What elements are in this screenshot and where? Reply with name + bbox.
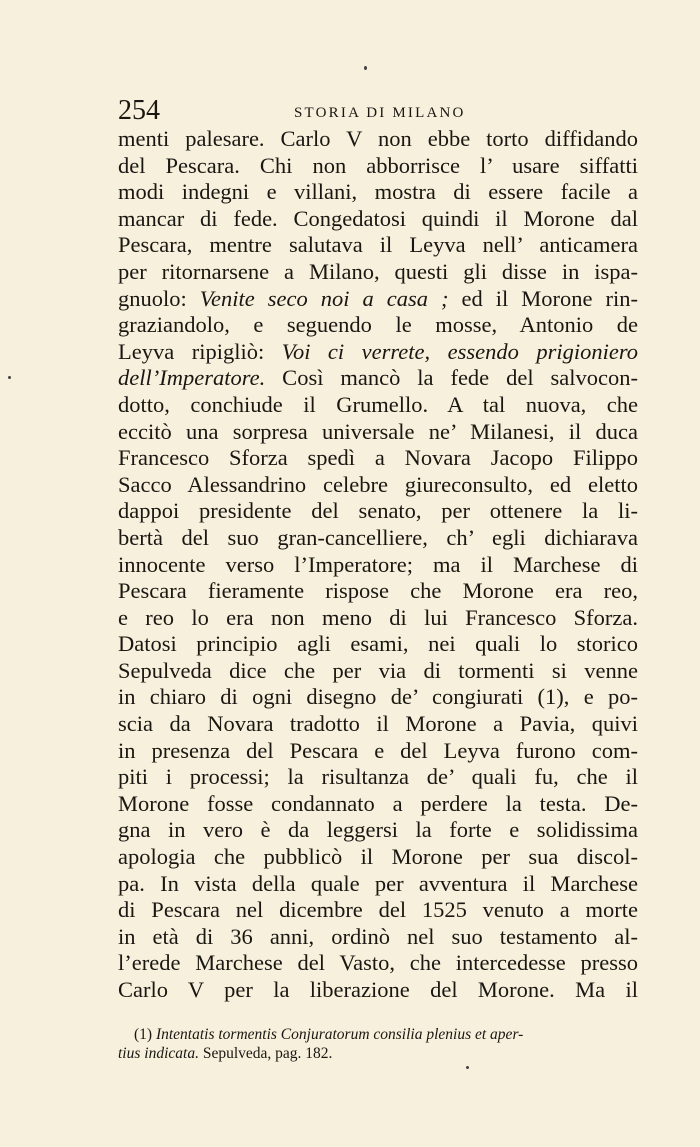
text-line bbox=[118, 445, 638, 472]
footnote bbox=[118, 1025, 638, 1063]
ink-speck bbox=[466, 1066, 469, 1069]
text-run: e reo lo era non meno di lui Francesco Sforza. bbox=[118, 604, 638, 630]
text-line bbox=[118, 126, 638, 153]
text-run: (1) bbox=[134, 1026, 156, 1043]
text-line bbox=[118, 764, 638, 791]
text-run: Francesco Sforza spedì a Novara Jacopo Filippo bbox=[118, 445, 638, 471]
text-run: per ritornarsene a Milano, questi gli disse in ispa- bbox=[118, 258, 638, 284]
text-line bbox=[118, 339, 638, 366]
text-run: mancar di fede. Congedatosi quindi il Morone dal bbox=[118, 205, 638, 231]
text-run: Sepulveda, pag. 182. bbox=[198, 1045, 333, 1062]
text-run: dotto, conchiude il Grumello. A tal nuova, che bbox=[118, 391, 638, 417]
text-run: in presenza del Pescara e del Leyva furono com- bbox=[118, 737, 638, 763]
page-number: 254 bbox=[118, 95, 160, 126]
text-line bbox=[118, 631, 638, 658]
text-run: l’erede Marchese del Vasto, che intercedesse presso bbox=[118, 950, 638, 976]
text-run: eccitò una sorpresa universale ne’ Milanesi, il duca bbox=[118, 418, 638, 444]
page-header bbox=[118, 97, 642, 127]
text-line bbox=[118, 738, 638, 765]
ink-speck bbox=[364, 66, 367, 70]
text-run: Leyva ripigliò: bbox=[118, 338, 282, 364]
text-run: ed il Morone rin- bbox=[448, 285, 638, 311]
text-line bbox=[118, 924, 638, 951]
text-run: Pescara, mentre salutava il Leyva nell’ anticamera bbox=[118, 232, 638, 258]
italic-text: tius indicata. bbox=[118, 1045, 199, 1062]
text-line bbox=[118, 977, 638, 1004]
text-line bbox=[118, 286, 638, 313]
text-run: di Pescara nel dicembre del 1525 venuto a morte bbox=[118, 897, 638, 923]
text-line bbox=[118, 392, 638, 419]
text-run: apologia che pubblicò il Morone per sua discol- bbox=[118, 844, 638, 870]
body-text bbox=[118, 126, 638, 1004]
italic-text: Venite seco noi a casa ; bbox=[199, 285, 449, 311]
text-run: in chiaro di ogni disegno de’ congiurati (1), e po- bbox=[118, 684, 638, 710]
ink-speck bbox=[8, 376, 11, 379]
text-run: Sepulveda dice che per via di tormenti si venne bbox=[118, 657, 638, 683]
text-line bbox=[118, 552, 638, 579]
footnote-line bbox=[118, 1025, 638, 1044]
text-line bbox=[118, 153, 638, 180]
text-run: gna in vero è da leggersi la forte e solidissima bbox=[118, 817, 638, 843]
text-line bbox=[118, 684, 638, 711]
running-title: STORIA DI MILANO bbox=[294, 105, 466, 121]
text-line bbox=[118, 525, 638, 552]
text-run: dappoi presidente del senato, per ottenere la li- bbox=[118, 498, 638, 524]
text-run: Morone fosse condannato a perdere la testa. De- bbox=[118, 790, 638, 816]
text-line bbox=[118, 259, 638, 286]
italic-text: Intentatis tormentis Conjuratorum consilia plenius et aper- bbox=[155, 1026, 524, 1043]
text-line bbox=[118, 817, 638, 844]
text-line bbox=[118, 419, 638, 446]
italic-text: dell’Imperatore. bbox=[118, 365, 266, 391]
text-line bbox=[118, 658, 638, 685]
text-line bbox=[118, 179, 638, 206]
text-line bbox=[118, 232, 638, 259]
text-line bbox=[118, 498, 638, 525]
text-run: innocente verso l’Imperatore; ma il Marchese di bbox=[118, 551, 638, 577]
text-run: gnuolo: bbox=[118, 285, 200, 311]
text-line bbox=[118, 897, 638, 924]
text-line bbox=[118, 605, 638, 632]
text-run: bertà del suo gran-cancelliere, ch’ egli dichiarava bbox=[118, 524, 638, 550]
text-run: Così mancò la fede del salvocon- bbox=[265, 365, 638, 391]
text-line bbox=[118, 844, 638, 871]
text-run: piti i processi; la risultanza de’ quali fu, che il bbox=[118, 764, 638, 790]
text-run: scia da Novara tradotto il Morone a Pavia, quivi bbox=[118, 711, 638, 737]
text-line bbox=[118, 871, 638, 898]
text-run: menti palesare. Carlo V non ebbe torto diffidando bbox=[118, 126, 638, 151]
footnote-line bbox=[118, 1044, 638, 1063]
text-line bbox=[118, 365, 638, 392]
text-run: Datosi principio agli esami, nei quali lo storico bbox=[118, 631, 638, 657]
text-line bbox=[118, 950, 638, 977]
text-line bbox=[118, 472, 638, 499]
text-line bbox=[118, 791, 638, 818]
text-line bbox=[118, 711, 638, 738]
text-run: Sacco Alessandrino celebre giureconsulto, ed eletto bbox=[118, 471, 638, 497]
text-run: modi indegni e villani, mostra di essere facile a bbox=[118, 179, 638, 205]
text-run: del Pescara. Chi non abborrisce l’ usare siffatti bbox=[118, 152, 638, 178]
text-run: Pescara fieramente rispose che Morone era reo, bbox=[118, 578, 638, 604]
text-run: in età di 36 anni, ordinò nel suo testamento al- bbox=[118, 923, 638, 949]
text-run: graziandolo, e seguendo le mosse, Antonio de bbox=[118, 312, 638, 338]
text-run: Carlo V per la liberazione del Morone. Ma il bbox=[118, 977, 638, 1002]
text-run: pa. In vista della quale per avventura il Marchese bbox=[118, 870, 638, 896]
text-line bbox=[118, 206, 638, 233]
italic-text: Voi ci verrete, essendo prigioniero bbox=[281, 338, 638, 364]
text-line bbox=[118, 312, 638, 339]
text-line bbox=[118, 578, 638, 605]
